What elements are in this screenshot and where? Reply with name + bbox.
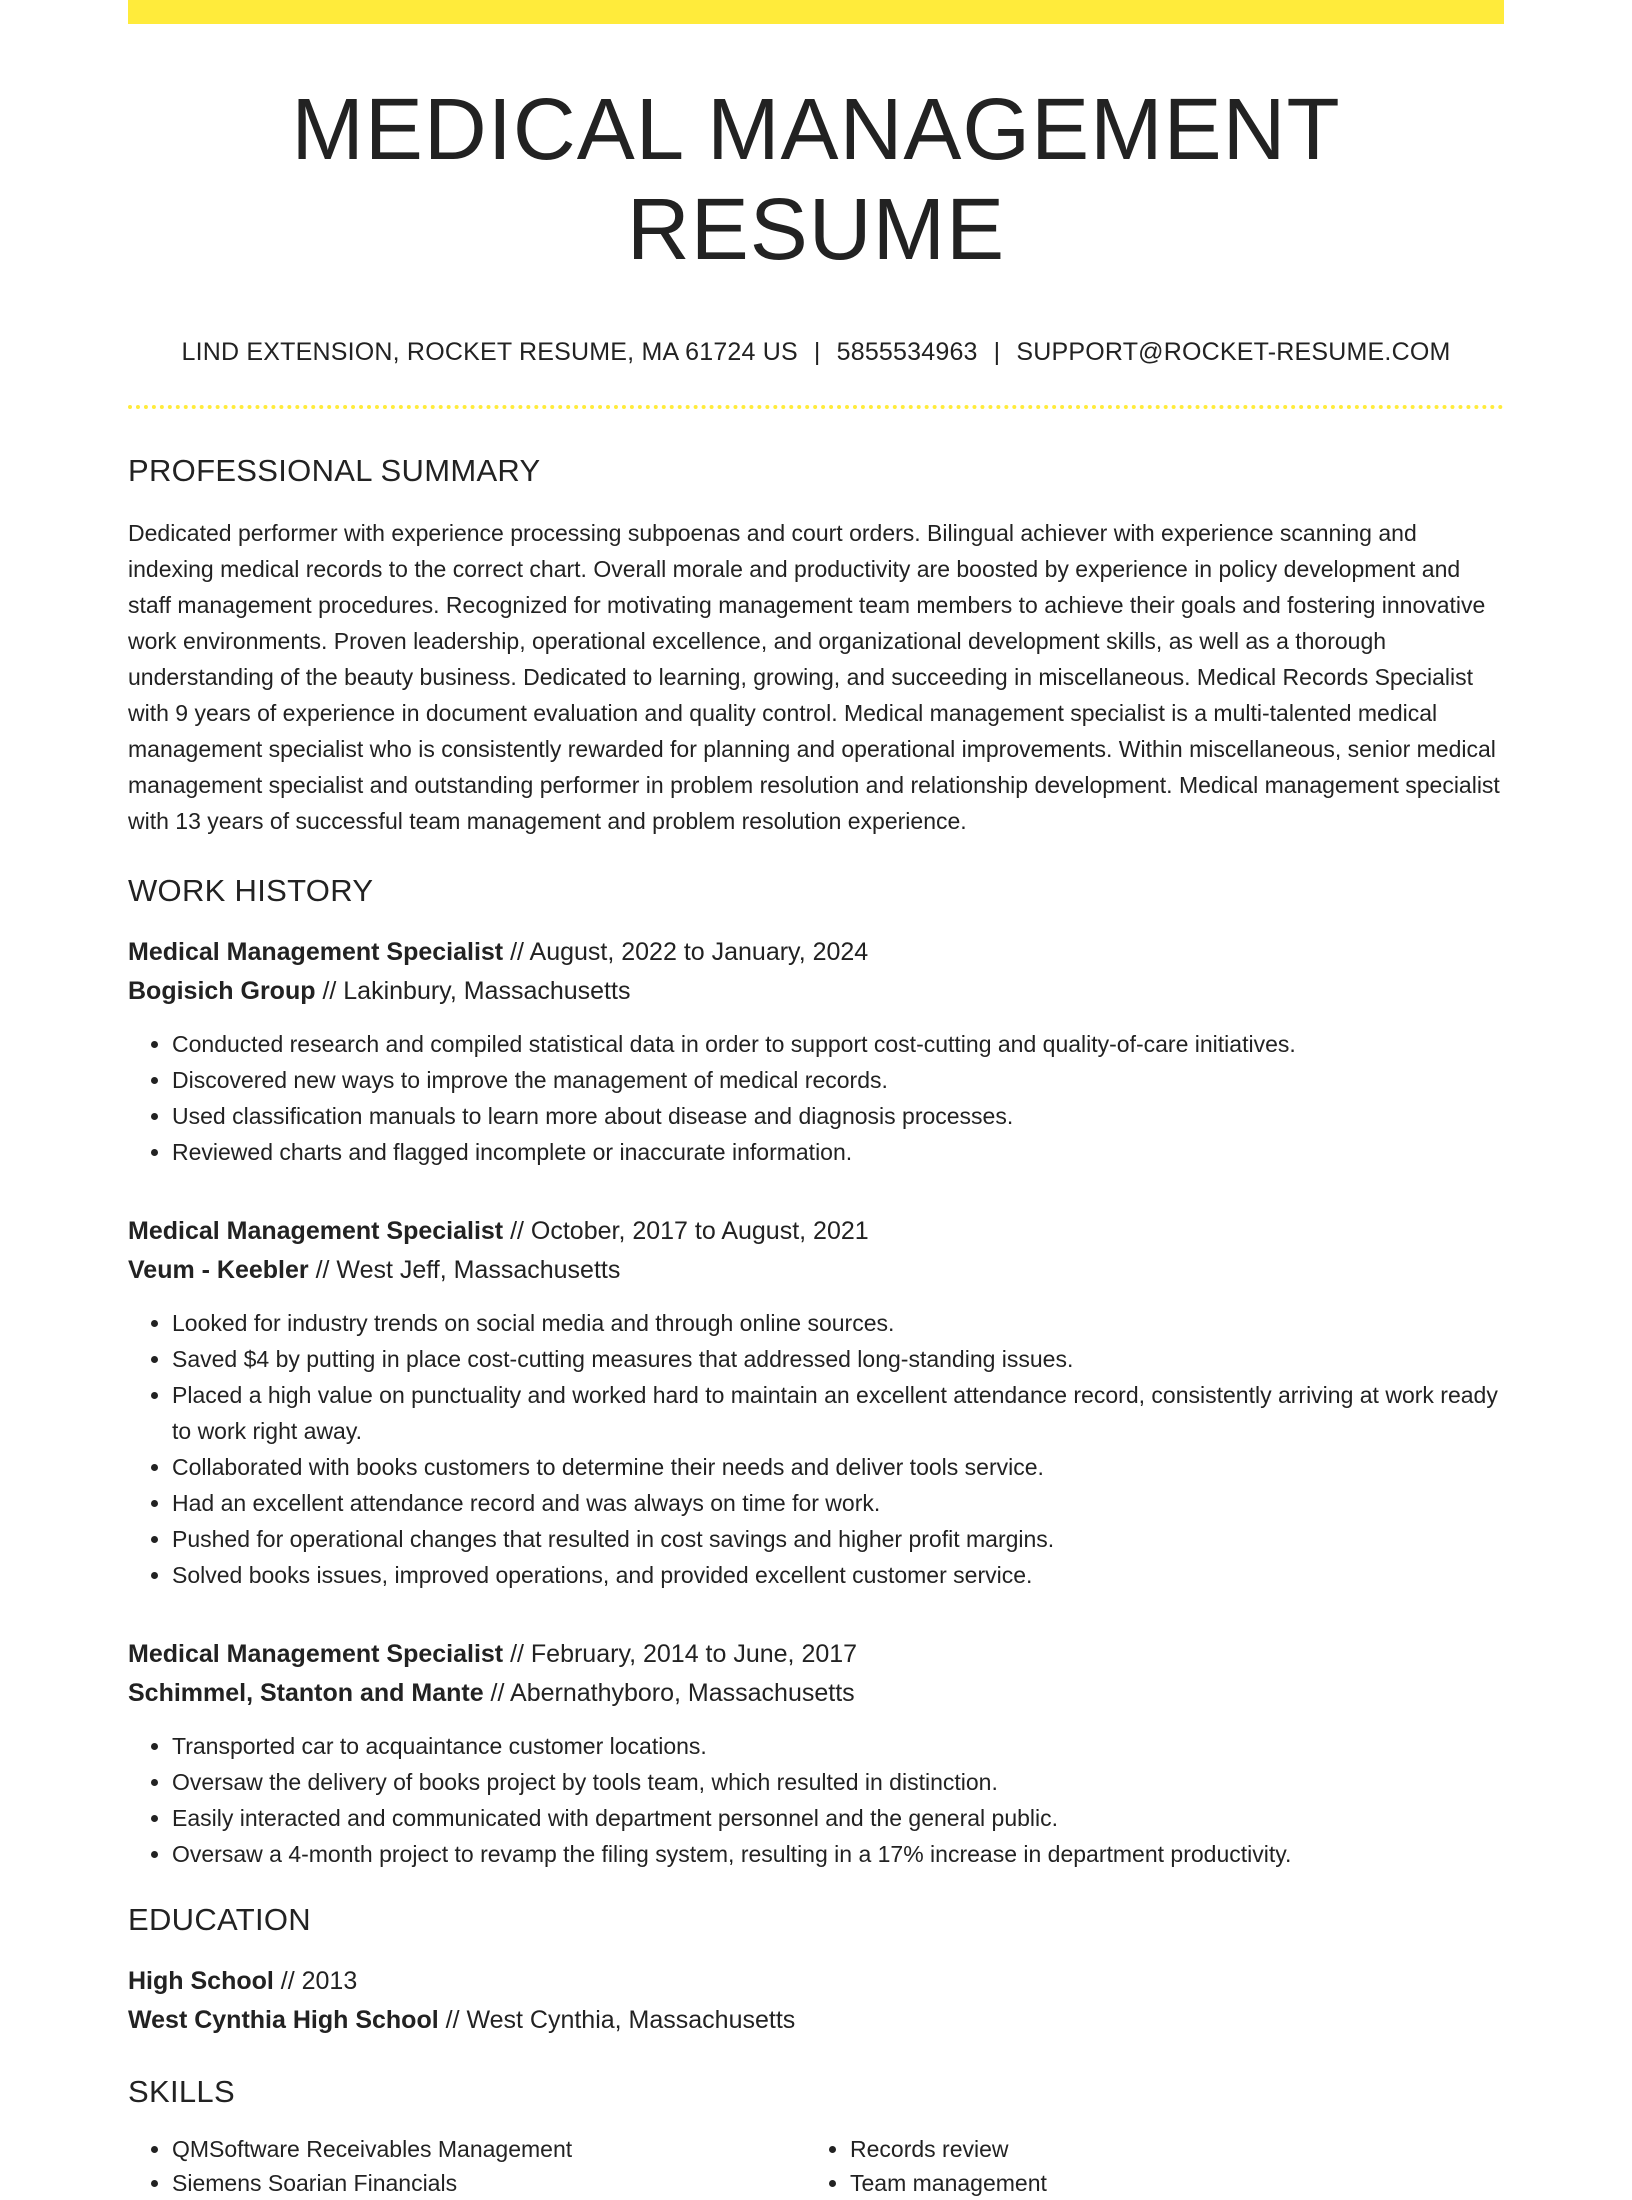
skill-item: • Records review — [850, 2132, 1484, 2166]
contact-email: SUPPORT@ROCKET-RESUME.COM — [1016, 338, 1451, 367]
job-dates: // October, 2017 to August, 2021 — [503, 1217, 869, 1246]
education-degree: High School — [128, 1967, 274, 1996]
job-title-line — [128, 1212, 1504, 1251]
job-bullet: • Collaborated with books customers to determine their needs and deliver tools service. — [172, 1449, 1504, 1485]
dotted-divider — [128, 405, 1504, 409]
job-bullet: • Placed a high value on punctuality and worked hard to maintain an excellent attendance record, consistently arriving at work ready to work right away. — [172, 1377, 1504, 1449]
job-bullet: • Oversaw the delivery of books project by tools team, which resulted in distinction. — [172, 1764, 1504, 1800]
job-company: Schimmel, Stanton and Mante — [128, 1679, 484, 1708]
job-bullet: • Transported car to acquaintance customer locations. — [172, 1728, 1504, 1764]
job-bullet: • Oversaw a 4-month project to revamp the filing system, resulting in a 17% increase in department productivity. — [172, 1836, 1504, 1872]
skill-item: • QMSoftware Receivables Management — [172, 2132, 806, 2166]
job-location: // Lakinbury, Massachusetts — [315, 977, 631, 1006]
job-bullets — [128, 1026, 1504, 1170]
skill-item: • Team management — [850, 2166, 1484, 2200]
job-title: Medical Management Specialist — [128, 1217, 504, 1246]
job-company-line — [128, 1251, 1504, 1290]
top-accent-bar — [128, 0, 1504, 24]
job-company: Veum - Keebler — [128, 1256, 309, 1285]
job-dates: // August, 2022 to January, 2024 — [503, 938, 869, 967]
job-bullet: • Discovered new ways to improve the management of medical records. — [172, 1062, 1504, 1098]
job-entry — [128, 933, 1504, 1170]
contact-address: LIND EXTENSION, ROCKET RESUME, MA 61724 US — [181, 338, 798, 367]
job-bullet: • Saved $4 by putting in place cost-cutting measures that addressed long-standing issues. — [172, 1341, 1504, 1377]
resume-title: MEDICAL MANAGEMENT RESUME — [291, 81, 1341, 279]
skills-heading: SKILLS — [128, 2074, 235, 2110]
job-bullet: • Easily interacted and communicated with department personnel and the general public. — [172, 1800, 1504, 1836]
skills-list — [128, 2132, 1504, 2200]
job-bullet: • Pushed for operational changes that resulted in cost savings and higher profit margins. — [172, 1521, 1504, 1557]
job-title-line — [128, 1635, 1504, 1674]
education-entry — [128, 1962, 1504, 2040]
job-location: // West Jeff, Massachusetts — [308, 1256, 621, 1285]
skill-item: • Siemens Soarian Financials — [172, 2166, 806, 2200]
job-company-line — [128, 1674, 1504, 1713]
contact-line — [128, 338, 1504, 367]
work-history-heading: WORK HISTORY — [128, 873, 374, 909]
resume-page — [128, 0, 1504, 2200]
job-location: // Abernathyboro, Massachusetts — [483, 1679, 855, 1708]
summary-text: Dedicated performer with experience processing subpoenas and court orders. Bilingual achiever with experience scanning and indexing medical records to the correct chart. Overall morale and productivity are boosted by experience in policy development and staff management procedures. Recognized for motivating management team members to achieve their goals and fostering innovative work environments. Proven leadership, operational excellence, and organizational development skills, as well as a thorough understanding of the beauty business. Dedicated to learning, growing, and succeeding in miscellaneous. Medical Records Specialist with 9 years of experience in document evaluation and quality control. Medical management specialist is a multi-talented medical management specialist who is consistently rewarded for planning and operational improvements. Within miscellaneous, senior medical management specialist and outstanding performer in problem resolution and relationship development. Medical management specialist with 13 years of successful team management and problem resolution experience. — [128, 520, 1500, 835]
contact-separator: | — [993, 338, 1001, 367]
contact-separator: | — [813, 338, 821, 367]
job-entry — [128, 1212, 1504, 1593]
education-school-line — [128, 2001, 1504, 2040]
skills-column-left — [128, 2132, 806, 2200]
job-bullet: • Reviewed charts and flagged incomplete or inaccurate information. — [172, 1134, 1504, 1170]
education-degree-line — [128, 1962, 1504, 2001]
job-title-line — [128, 933, 1504, 972]
job-bullet: • Conducted research and compiled statistical data in order to support cost-cutting and quality-of-care initiatives. — [172, 1026, 1504, 1062]
summary-heading: PROFESSIONAL SUMMARY — [128, 453, 541, 489]
job-bullet: • Looked for industry trends on social media and through online sources. — [172, 1305, 1504, 1341]
job-bullet: • Had an excellent attendance record and was always on time for work. — [172, 1485, 1504, 1521]
job-bullets — [128, 1305, 1504, 1593]
job-company: Bogisich Group — [128, 977, 316, 1006]
job-bullet: • Solved books issues, improved operations, and provided excellent customer service. — [172, 1557, 1504, 1593]
job-title: Medical Management Specialist — [128, 938, 504, 967]
education-location: // West Cynthia, Massachusetts — [438, 2006, 796, 2035]
education-school: West Cynthia High School — [128, 2006, 439, 2035]
education-year: // 2013 — [273, 1967, 358, 1996]
job-bullet: • Used classification manuals to learn more about disease and diagnosis processes. — [172, 1098, 1504, 1134]
job-dates: // February, 2014 to June, 2017 — [503, 1640, 858, 1669]
job-bullets — [128, 1728, 1504, 1872]
contact-phone: 5855534963 — [836, 338, 978, 367]
job-company-line — [128, 972, 1504, 1011]
education-heading: EDUCATION — [128, 1902, 311, 1938]
skills-column-right — [806, 2132, 1484, 2200]
job-title: Medical Management Specialist — [128, 1640, 504, 1669]
job-entry — [128, 1635, 1504, 1872]
